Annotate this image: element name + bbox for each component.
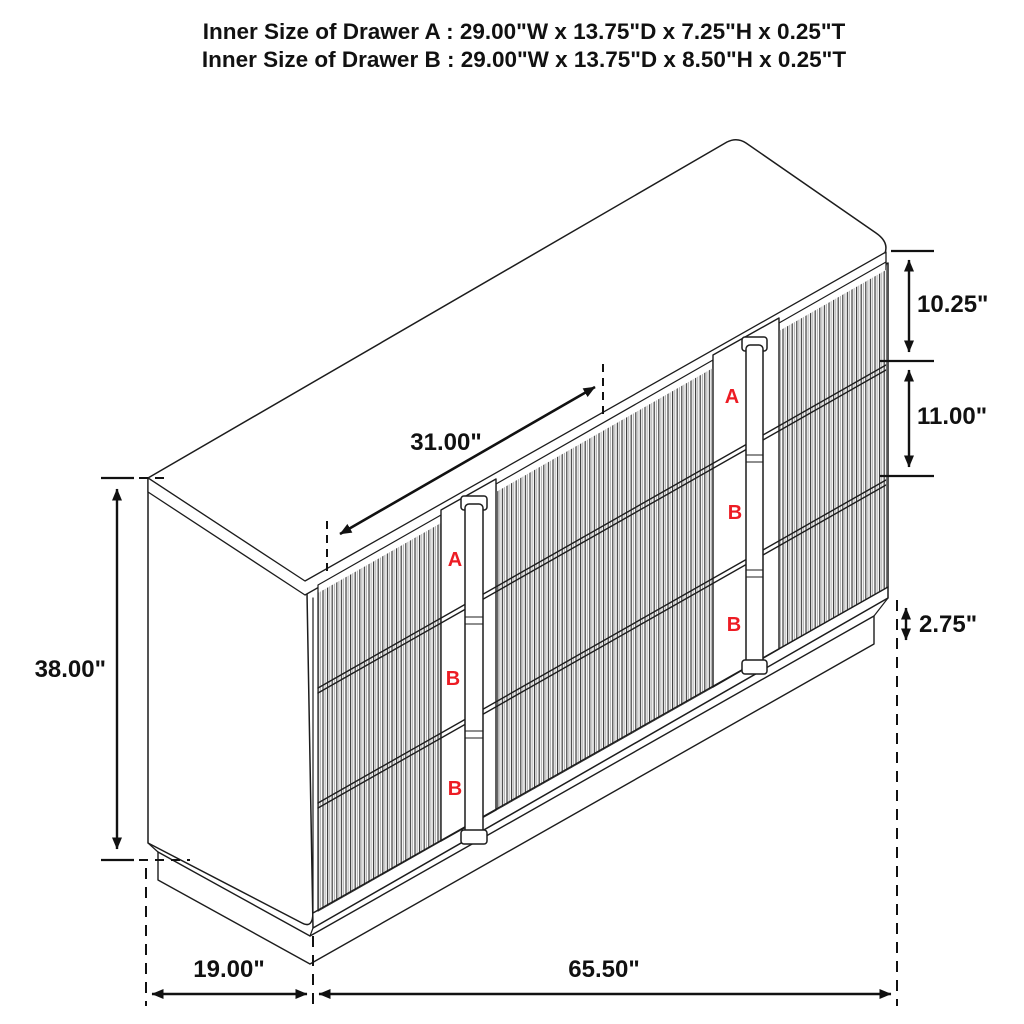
dim-text-drawer-a-height: 10.25" [917,291,989,318]
dim-text-base-height: 2.75" [919,611,978,638]
dim-text-side-depth: 19.00" [193,956,265,983]
label-drawer-b1-left: B [445,668,461,690]
label-drawer-a-right: A [724,386,740,408]
dim-text-top-diagonal: 31.00" [410,429,482,456]
drawer-handle-left [461,496,487,844]
drawer-handle-right [742,337,767,674]
label-drawer-b2-left: B [447,778,463,800]
dimension-overall-width [319,956,891,994]
cabinet-drawing [148,140,888,964]
title-line-1: Inner Size of Drawer A : 29.00"W x 13.75"D x 7.25"H x 0.25"T [202,19,846,44]
dimension-drawer-heights [880,251,988,476]
label-drawer-a-left: A [447,549,463,571]
dim-text-drawer-b-height: 11.00" [917,403,988,430]
fluted-section-right [779,270,886,649]
dimension-side-depth [152,956,307,994]
dim-text-overall-width: 65.50" [568,956,640,983]
label-drawer-b1-right: B [727,502,743,524]
title-line-2: Inner Size of Drawer B : 29.00"W x 13.75"D x 8.50"H x 0.25"T [201,47,847,72]
title-block [202,19,846,72]
dimension-base-height [906,608,977,640]
dim-text-overall-height: 38.00" [34,656,106,683]
label-drawer-b2-right: B [726,614,742,636]
